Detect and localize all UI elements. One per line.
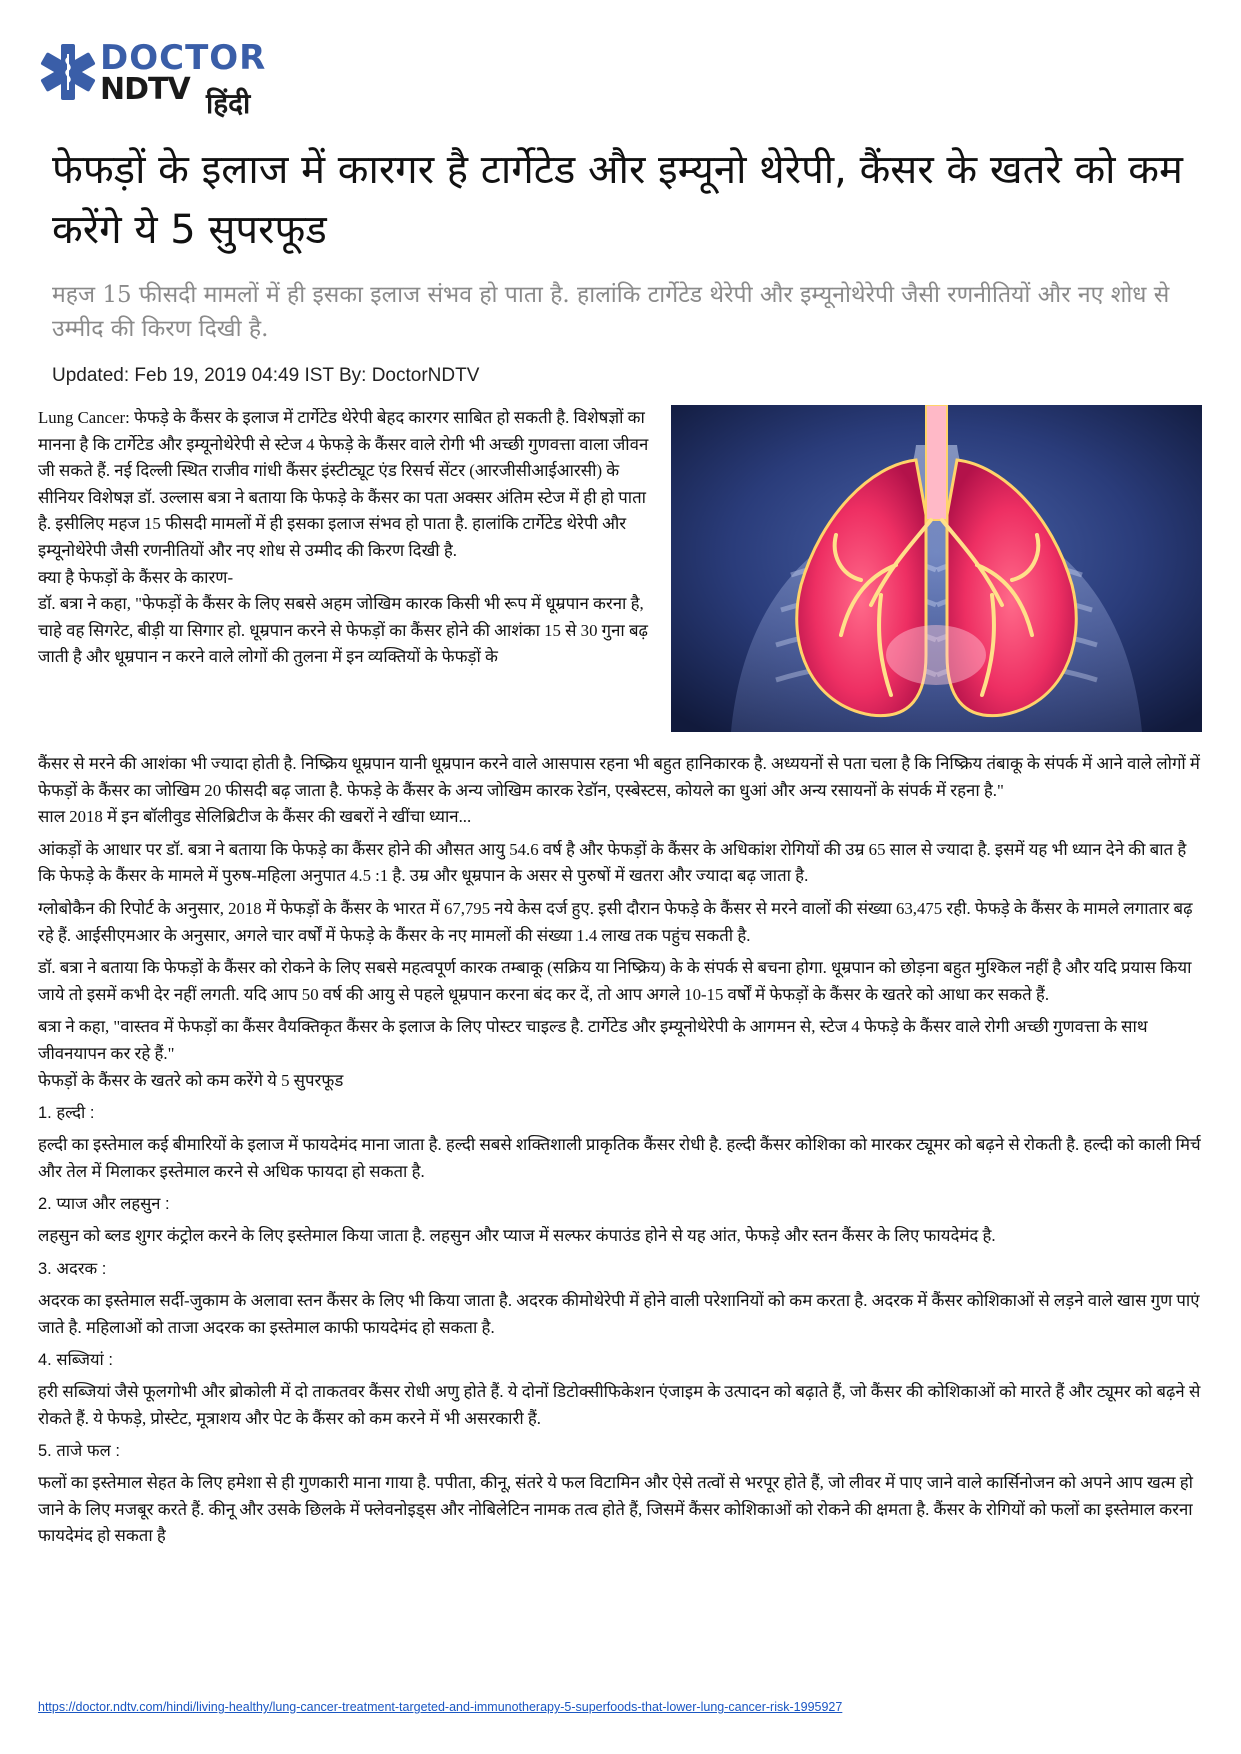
superfood-item-text: हल्दी का इस्तेमाल कई बीमारियों के इलाज में फायदेमंद माना जाता है. हल्दी सबसे शक्तिशाली प्राकृतिक कैंसर रोधी है. हल्दी कैंसर कोशिका को मारकर ट्यूमर को बढ़ने से रोकती है. हल्दी को काली मिर्च और तेल में मिलाकर इस्तेमाल करने से अधिक फायदा हो सकता है. <box>38 1135 1201 1181</box>
superfood-item-ginger <box>38 1256 1206 1341</box>
stats-paragraph: आंकड़ों के आधार पर डॉ. बत्रा ने बताया कि फेफड़े का कैंसर होने की औसत आयु 54.6 वर्ष है और फेफड़ों के कैंसर के अधिकांश रोगियों की उम्र 65 साल से ज्यादा है. इसमें यह भी ध्यान देने की बात है कि फेफड़े के कैंसर के मामले में पुरुष-महिला अनुपात 4.5 :1 है. उम्र और धूम्रपान के असर से पुरुषों में खतरा और ज्यादा बढ़ जाता है. <box>38 839 1187 886</box>
article-headline: फेफड़ों के इलाज में कारगर है टार्गेटेड और इम्यूनो थेरेपी, कैंसर के खतरे को कम करेंगे ये 5 सुपरफूड <box>52 147 1183 253</box>
batra-quote-paragraph: बत्रा ने कहा, "वास्तव में फेफड़ों का कैंसर वैयक्तिकृत कैंसर के इलाज के लिए पोस्टर चाइल्ड है. टार्गेटेड और इम्यूनोथेरेपी के आगमन से, स्टेज 4 फेफड़े के कैंसर वाले रोगी अच्छी गुणवत्ता के साथ जीवनयापन कर रहे हैं." <box>38 1017 1148 1063</box>
superfood-item-onion-garlic <box>38 1191 1206 1250</box>
article-updated-byline: Updated: Feb 19, 2019 04:49 IST By: DoctorNDTV <box>52 365 480 386</box>
superfood-item-text: अदरक का इस्तेमाल सर्दी-जुकाम के अलावा स्तन कैंसर के लिए भी किया जाता है. अदरक कीमोथेरेपी में होने वाली परेशानियों को कम करता है. अदरक में कैंसर कोशिकाओं से लड़ने वाले खास गुण पाएं जाते है. महिलाओं को ताजा अदरक का इस्तेमाल काफी फायदेमंद हो सकता है. <box>38 1290 1200 1337</box>
globocan-paragraph: ग्लोबोकैन की रिपोर्ट के अनुसार, 2018 में फेफड़ों के कैंसर के भारत में 67,795 नये केस दर्ज हुए. इसी दौरान फेफड़े के कैंसर से मरने वालों की संख्या 63,475 रही. फेफड़े के कैंसर के मामले लगातार बढ़ रहे हैं. आईसीएमआर के अनुसार, अगले चार वर्षों में फेफड़े के कैंसर के नए मामलों की संख्या 1.4 लाख तक पहुंच सकती है. <box>38 898 1193 945</box>
batra-quote-part2: कैंसर से मरने की आशंका भी ज्यादा होती है. निष्क्रिय धूम्रपान यानी धूम्रपान करने वाले आसपास रहना भी बहुत हानिकारक है. अध्ययनों से पता चला है कि निष्क्रिय तंबाकू के संपर्क में आने वाले लोगों में फेफड़ों के कैंसर का जोखिम 20 फीसदी बढ़ जाता है. फेफड़े के कैंसर के अन्य जोखिम कारक रेडॉन, एस्बेस्टस, कोयले का धुआं और अन्य रसायनों के संपर्क में रहना है." <box>38 754 1200 800</box>
superfoods-heading: फेफड़ों के कैंसर के खतरे को कम करेंगे ये 5 सुपरफूड <box>38 1070 344 1090</box>
superfood-item-text: हरी सब्जियां जैसे फूलगोभी और ब्रोकोली में दो ताकतवर कैंसर रोधी अणु होते हैं. ये दोनों डिटोक्सीफिकेशन एंजाइम के उत्पादन को बढ़ाते हैं, जो कैंसर की कोशिकाओं को मारते हैं और ट्यूमर को बढ़ने से रोकते हैं. ये फेफड़े, प्रोस्टेट, मूत्राशय और पेट के कैंसर को कम करने में भी असरकारी हैं. <box>38 1382 1201 1428</box>
article-intro-paragraph: Lung Cancer: फेफड़े के कैंसर के इलाज में टार्गेटेड थेरेपी बेहद कारगर साबित हो सकती है. विशेषज्ञों का मानना है कि टार्गेटेड और इम्यूनोथेरेपी से स्टेज 4 फेफड़े के कैंसर वाले रोगी भी अच्छी गुणवत्ता वाला जीवन जी सकते हैं. नई दिल्ली स्थित राजीव गांधी कैंसर इंस्टीट्यूट एंड रिसर्च सेंटर (आरजीसीआईआरसी) के सीनियर विशेषज्ञ डॉ. उल्लास बत्रा ने बताया कि फेफड़े के कैंसर का पता अक्सर अंतिम स्टेज में ही हो पाता है. इसीलिए महज 15 फीसदी मामलों में ही इसका इलाज संभव हो पाता है. हालांकि टार्गेटेड थेरेपी और इम्यूनोथेरेपी जैसी रणनीतियों और नए शोध से उम्मीद की किरण दिखी है. <box>38 408 649 560</box>
superfood-item-title: 3. अदरक : <box>38 1259 107 1278</box>
article-intro-column <box>38 405 662 671</box>
logo-text-hindi: हिंदी <box>206 87 251 120</box>
superfood-item-title: 2. प्याज और लहसुन : <box>38 1195 170 1214</box>
doctor-ndtv-logo[interactable] <box>38 38 278 128</box>
superfood-item-title: 1. हल्दी : <box>38 1104 95 1123</box>
superfood-item-vegetables <box>38 1347 1206 1432</box>
article-subhead: महज 15 फीसदी मामलों में ही इसका इलाज संभव हो पाता है. हालांकि टार्गेटेड थेरेपी और इम्यूनोथेरेपी जैसी रणनीतियों और नए शोध से उम्मीद की किरण दिखी है. <box>52 282 1170 342</box>
bollywood-related-heading[interactable]: साल 2018 में इन बॉलीवुड सेलिब्रिटीज के कैंसर की खबरों ने खींचा ध्यान... <box>38 807 472 827</box>
article-body-full <box>38 751 1206 1550</box>
source-url-link[interactable]: https://doctor.ndtv.com/hindi/living-healthy/lung-cancer-treatment-targeted-and-immunotherapy-5-superfoods-that-lower-lung-cancer-risk-1995927 <box>38 1700 843 1714</box>
lungs-illustration <box>671 405 1202 732</box>
prevention-paragraph: डॉ. बत्रा ने बताया कि फेफड़ों के कैंसर को रोकने के लिए सबसे महत्वपूर्ण कारक तम्बाकू (सक्रिय या निष्क्रिय) के के संपर्क से बचना होगा. धूम्रपान को छोड़ना बहुत मुश्किल नहीं है और यदि प्रयास किया जाये तो इसमें कभी देर नहीं लगती. यदि आप 50 वर्ष की आयु से पहले धूम्रपान करना बंद कर दें, तो आप अगले 10-15 वर्षों में फेफड़ों के कैंसर के खतरे को आधा कर सकते हैं. <box>38 958 1192 1004</box>
batra-quote-part1: डॉ. बत्रा ने कहा, "फेफड़ों के कैंसर के लिए सबसे अहम जोखिम कारक किसी भी रूप में धूम्रपान करना है, चाहे वह सिगरेट, बीड़ी या सिगार हो. धूम्रपान करने से फेफड़ों का कैंसर होने की आशंका 15 से 30 गुना बढ़ जाती है और धूम्रपान न करने वाले लोगों की तुलना में इन व्यक्तियों के फेफड़ों के <box>38 594 648 667</box>
superfood-item-title: 5. ताजे फल : <box>38 1442 120 1461</box>
superfood-item-text: फलों का इस्तेमाल सेहत के लिए हमेशा से ही गुणकारी माना गाया है. पपीता, कीनू, संतरे ये फल विटामिन और ऐसे तत्वों से भरपूर होते हैं, जो लीवर में पाए जाने वाले कार्सिनोजन को अपने आप खत्म हो जाने के लिए मजबूर करते हैं. कीनू और उसके छिलके में फ्लेवनोइड्स और नोबिलेटिन नामक तत्व होते हैं, जिसमें कैंसर कोशिकाओं को रोकने की क्षमता है. कैंसर के रोगियों को फलों का इस्तेमाल करना फायदेमंद हो सकता है <box>38 1473 1193 1546</box>
superfood-item-turmeric <box>38 1100 1206 1185</box>
logo-text-doctor: DOCTOR <box>100 38 267 78</box>
superfood-item-text: लहसुन को ब्लड शुगर कंट्रोल करने के लिए इस्तेमाल किया जाता है. लहसुन और प्याज में सल्फर कंपाउंड होने से यह आंत, फेफड़े और स्तन कैंसर के लिए फायदेमंद है. <box>38 1226 996 1246</box>
lungs-hero-image <box>671 405 1202 732</box>
logo-text-ndtv: NDTV <box>100 72 190 107</box>
causes-heading: क्या है फेफड़ों के कैंसर के कारण- <box>38 567 234 587</box>
superfood-item-title: 4. सब्जियां : <box>38 1351 113 1370</box>
star-of-life-icon <box>38 42 98 102</box>
superfood-item-fresh-fruits <box>38 1438 1206 1550</box>
